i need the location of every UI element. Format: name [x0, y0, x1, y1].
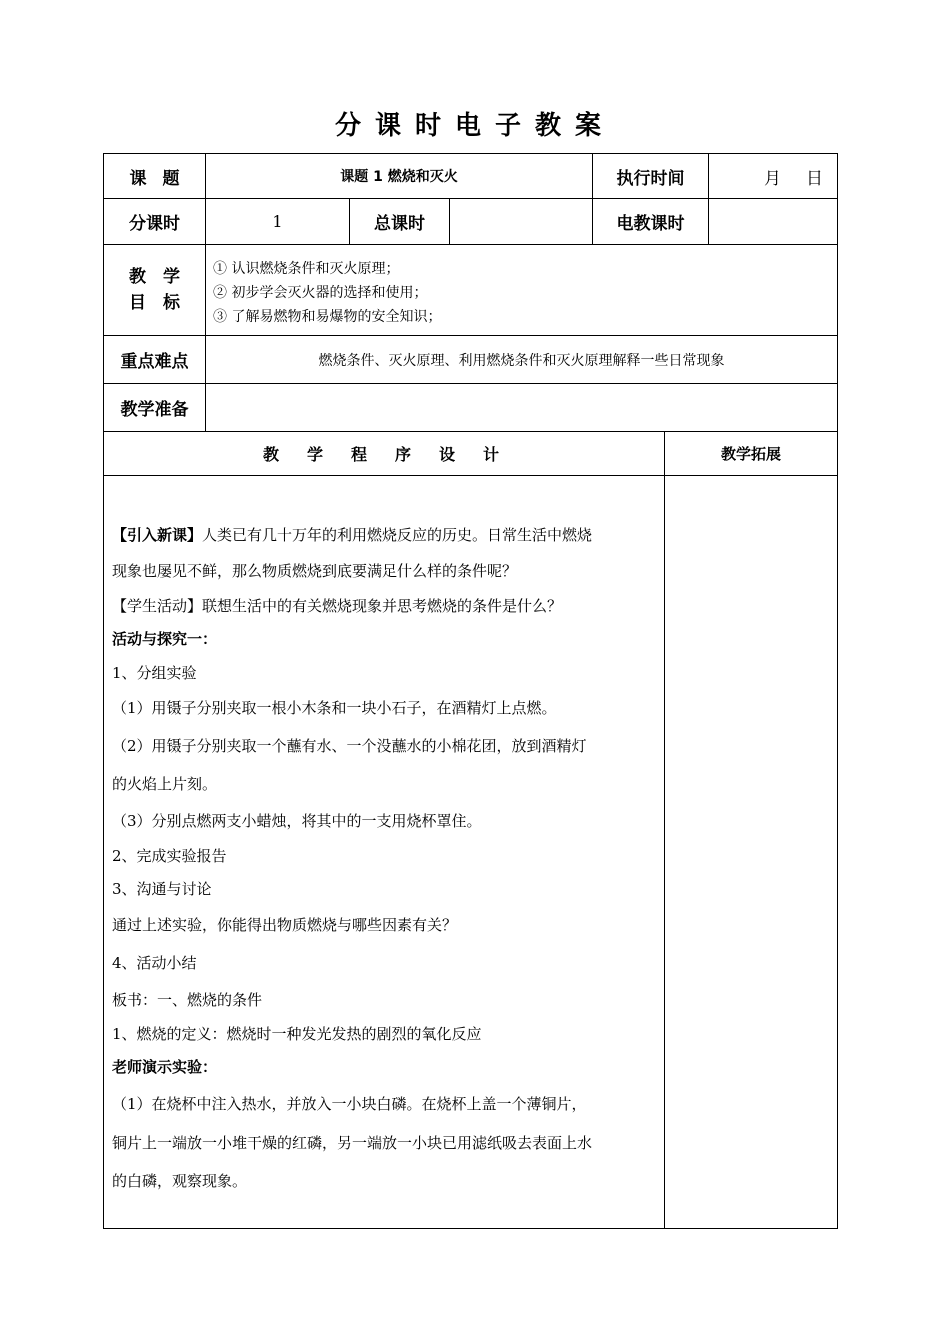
- demo-heading: 老师演示实验：: [112, 1058, 218, 1076]
- exec-time-label: 执行时间: [616, 168, 685, 189]
- step-1: 1、分组实验: [112, 664, 197, 682]
- board-notes: 板书：一、燃烧的条件: [112, 991, 263, 1009]
- student-tag: 【学生活动】: [112, 597, 203, 615]
- row-divider: [103, 244, 838, 245]
- combustion-definition: 1、燃烧的定义：燃烧时一种发光发热的剧烈的氧化反应: [112, 1025, 482, 1043]
- discussion-question: 通过上述实验，你能得出物质燃烧与哪些因素有关？: [112, 916, 458, 934]
- activity-heading: 活动与探究一：: [112, 630, 218, 648]
- goals-list: [213, 257, 441, 329]
- goal-item: ② 初步学会灭火器的选择和使用；: [213, 285, 428, 301]
- demo-1a: （1）在烧杯中注入热水，并放入一小块白磷。在烧杯上盖一个薄铜片，: [112, 1095, 587, 1113]
- topic-value: 课题 1 燃烧和灭火: [340, 169, 458, 185]
- goal-item: ③ 了解易燃物和易爆物的安全知识；: [213, 309, 442, 325]
- step-3: 3、沟通与讨论: [112, 880, 212, 898]
- experiment-2b: 的火焰上片刻。: [112, 775, 218, 793]
- total-periods-value: [450, 199, 592, 244]
- intro-text-2: 现象也屡见不鲜，那么物质燃烧到底要满足什么样的条件呢？: [112, 562, 518, 580]
- design-header: 教 学 程 序 设 计: [262, 445, 505, 464]
- student-activity: [112, 590, 657, 622]
- goal-item: ① 认识燃烧条件和灭火原理；: [213, 261, 400, 277]
- period-value: 1: [272, 212, 283, 231]
- experiment-3: （3）分别点燃两支小蜡烛，将其中的一支用烧杯罩住。: [112, 812, 482, 830]
- extension-header: 教学拓展: [720, 445, 781, 463]
- demo-1c: 的白磷，观察现象。: [112, 1172, 248, 1190]
- experiment-2a: （2）用镊子分别夹取一个蘸有水、一个没蘸水的小棉花团，放到酒精灯: [112, 737, 587, 755]
- total-periods-label: 总课时: [374, 214, 425, 234]
- period-label: 分课时: [129, 214, 180, 234]
- lesson-content: [112, 518, 657, 1200]
- goals-label: [104, 245, 205, 335]
- intro-text: 人类已有几十万年的利用燃烧反应的历史。日常生活中燃烧: [202, 526, 593, 544]
- col-divider: [664, 431, 665, 1229]
- row-divider: [103, 475, 838, 476]
- media-periods-value: [709, 199, 837, 244]
- step-2: 2、完成实验报告: [112, 847, 227, 865]
- table-border-right: [837, 153, 838, 1229]
- key-points-value: 燃烧条件、灭火原理、利用燃烧条件和灭火原理解释一些日常现象: [318, 352, 725, 369]
- experiment-1: （1）用镊子分别夹取一根小木条和一块小石子，在酒精灯上点燃。: [112, 699, 557, 717]
- goals-label-line2: 目 标: [129, 293, 180, 313]
- step-4: 4、活动小结: [112, 954, 197, 972]
- table-border-bottom: [103, 1228, 838, 1229]
- student-text: 联想生活中的有关燃烧现象并思考燃烧的条件是什么？: [202, 597, 563, 615]
- preparation-value: [206, 384, 837, 431]
- preparation-label: 教学准备: [120, 400, 189, 420]
- intro-paragraph: [112, 518, 657, 552]
- topic-label: 课 题: [129, 168, 180, 189]
- exec-time-value: 月 日: [764, 168, 827, 189]
- document-title: 分课时电子教案: [334, 111, 615, 141]
- demo-1b: 铜片上一端放一小堆干燥的红磷，另一端放一小块已用滤纸吸去表面上水: [112, 1134, 593, 1152]
- media-periods-label: 电教课时: [616, 214, 685, 234]
- intro-tag: 【引入新课】: [112, 526, 203, 544]
- key-points-label: 重点难点: [120, 352, 189, 372]
- goals-label-line1: 教 学: [129, 267, 180, 287]
